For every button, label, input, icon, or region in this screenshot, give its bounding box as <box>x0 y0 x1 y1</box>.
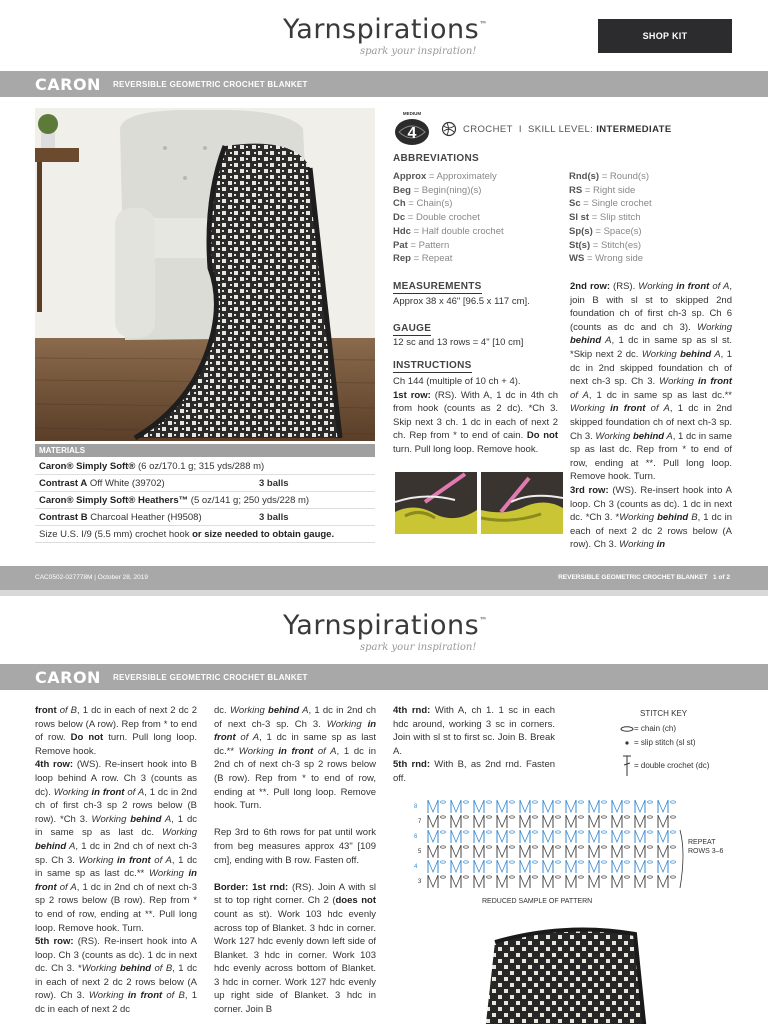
chart-stitch <box>451 830 469 843</box>
measurements-heading: MEASUREMENTS <box>393 281 482 292</box>
pattern-title: REVERSIBLE GEOMETRIC CROCHET BLANKET <box>112 79 308 89</box>
chart-stitch <box>658 815 676 828</box>
chart-stitch <box>612 815 630 828</box>
chart-stitch <box>635 830 653 843</box>
chart-row-number: 4 <box>414 864 418 870</box>
materials-heading: MATERIALS <box>35 444 375 457</box>
blanket-photo <box>35 108 375 441</box>
abbreviations-left: Approx = Approximately Beg = Begin(ning)(s) Ch = Chain(s) Dc = Double crochet Hdc = Half double crochet Pat = Pattern Rep = Repeat <box>393 171 504 265</box>
chart-stitch <box>566 800 584 813</box>
chart-stitch <box>474 860 492 873</box>
chart-stitch <box>451 845 469 858</box>
stitch-chart <box>410 794 690 894</box>
skill-level: CROCHET I SKILL LEVEL: INTERMEDIATE <box>463 124 672 135</box>
chart-stitch <box>428 860 446 873</box>
chart-stitch <box>543 830 561 843</box>
chain-symbol-icon <box>620 726 634 732</box>
chart-stitch <box>497 845 515 858</box>
chart-stitch <box>612 875 630 888</box>
chart-stitch <box>589 875 607 888</box>
pattern-title: REVERSIBLE GEOMETRIC CROCHET BLANKET <box>112 672 308 682</box>
chart-stitch <box>589 845 607 858</box>
chart-caption: REDUCED SAMPLE OF PATTERN <box>482 898 593 905</box>
chart-stitch <box>428 830 446 843</box>
chart-stitch <box>589 860 607 873</box>
instructions-row1: Ch 144 (multiple of 10 ch + 4). 1st row: (RS). With A, 1 dc in 4th ch from hook (counts as 2 dc). *Ch 3. Skip next 3 ch. 1 dc in each of next 2 ch. Rep from * to end of cain. Do not turn. Pull long loop. Remove hook. <box>393 376 558 455</box>
gauge-heading: GAUGE <box>393 323 432 334</box>
chart-stitch <box>635 815 653 828</box>
chart-stitch <box>543 815 561 828</box>
measurements-text: Approx 38 x 46" [96.5 x 117 cm]. <box>393 296 530 307</box>
chart-stitch <box>612 860 630 873</box>
chart-stitch <box>612 830 630 843</box>
chart-stitch <box>451 815 469 828</box>
yarn-ball-icon <box>441 121 457 137</box>
chart-stitch <box>589 800 607 813</box>
chart-stitch <box>520 800 538 813</box>
chart-stitch <box>658 875 676 888</box>
materials-row: Caron® Simply Soft® (6 oz/170.1 g; 315 yds/288 m) <box>35 458 375 475</box>
stitch-key: STITCH KEY = chain (ch) = slip stitch (sl st) = double crochet (dc) <box>620 709 709 777</box>
chart-stitch <box>543 845 561 858</box>
materials-row: Contrast A Off White (39702) 3 balls <box>35 475 375 492</box>
caron-logo: CARON <box>35 667 101 687</box>
chart-stitch <box>635 860 653 873</box>
chart-stitch <box>612 845 630 858</box>
chart-stitch <box>520 860 538 873</box>
chart-row-number: 8 <box>414 804 418 810</box>
chart-stitch <box>543 800 561 813</box>
gauge-text: 12 sc and 13 rows = 4" [10 cm] <box>393 337 524 348</box>
chart-stitch <box>520 875 538 888</box>
chart-stitch <box>658 830 676 843</box>
chart-stitch <box>474 845 492 858</box>
tutorial-photo-2 <box>481 472 563 534</box>
chart-stitch <box>497 815 515 828</box>
page-footer: CAC0502-027778M | October 28, 2019 REVERSIBLE GEOMETRIC CROCHET BLANKET 1 of 2 <box>0 566 768 590</box>
shop-kit-button[interactable]: SHOP KIT <box>598 19 732 53</box>
chart-stitch <box>428 845 446 858</box>
chart-stitch <box>451 875 469 888</box>
title-band <box>0 71 768 97</box>
page-two <box>0 596 768 1024</box>
tagline: spark your inspiration! <box>360 46 477 57</box>
chart-stitch <box>566 860 584 873</box>
chart-stitch <box>497 875 515 888</box>
tagline: spark your inspiration! <box>360 642 477 653</box>
chart-stitch <box>589 815 607 828</box>
chart-stitch <box>474 830 492 843</box>
tutorial-photo-1 <box>395 472 477 534</box>
chart-stitch <box>566 830 584 843</box>
chart-row-number: 6 <box>414 834 418 840</box>
chart-stitch <box>497 860 515 873</box>
chart-stitch <box>589 830 607 843</box>
yarn-weight-badge <box>393 110 431 148</box>
title-band <box>0 664 768 690</box>
instructions-col3: 4th rnd: With A, ch 1. 1 sc in each hdc around, working 3 sc in corners. Join with sl st to first sc. Join B. Break A. 5th rnd: With B, as 2nd rnd. Fasten off. <box>393 705 556 784</box>
badge-number: 4 <box>407 125 417 142</box>
chart-stitch <box>474 875 492 888</box>
chart-stitch <box>566 815 584 828</box>
chart-stitch <box>658 860 676 873</box>
abbreviations-heading: ABBREVIATIONS <box>393 153 479 164</box>
repeat-label: REPEAT ROWS 3–6 <box>688 839 724 855</box>
chart-stitch <box>497 830 515 843</box>
chart-row-number: 3 <box>418 879 422 885</box>
blanket-detail-photo <box>485 922 768 1024</box>
chart-stitch <box>635 875 653 888</box>
yarnspirations-logo[interactable]: Yarnspirations™ <box>283 14 488 45</box>
chart-stitch <box>658 845 676 858</box>
chart-row-number: 7 <box>418 819 422 825</box>
chart-stitch <box>635 845 653 858</box>
chart-row-number: 5 <box>418 849 422 855</box>
chart-stitch <box>520 830 538 843</box>
instructions-col2: dc. Working behind A, 1 dc in 2nd ch of next ch-3 sp. Ch 3. Working in front of A, 1 dc in same sp as last dc.** Working in front of A, 1 dc in 2nd ch of next ch-3 sp 2 rows below (B row). Rep from * to end of row, ending at **. Pull long loop. Remove hook. Turn. Rep 3rd to 6th rows for pat until work from beg measures approx 43" [109 cm], ending with B row. Fasten off. Border: 1st rnd: (RS). Join A with sl st to top right corner. Ch 2 (does not count as st). Work 103 hdc evenly across top of Blanket. 3 hdc in corner. Work 127 hdc evenly down left side of Blanket. 3 hdc in corner. Work 103 hdc evenly across bottom of Blanket. 3 hdc in corner. Work 127 hdc evenly up right side of Blanket. 3 hdc in corner. Join B <box>214 705 377 1016</box>
materials-row: Size U.S. I/9 (5.5 mm) crochet hook or size needed to obtain gauge. <box>35 526 375 543</box>
chart-stitch <box>566 845 584 858</box>
chart-stitch <box>658 800 676 813</box>
chart-stitch <box>474 800 492 813</box>
chart-stitch <box>543 875 561 888</box>
instructions-heading: INSTRUCTIONS <box>393 360 472 371</box>
materials-row: Caron® Simply Soft® Heathers™ (5 oz/141 g; 250 yds/228 m) <box>35 492 375 509</box>
badge-label: MEDIUM <box>402 111 422 116</box>
chart-stitch <box>474 815 492 828</box>
instructions-row2-3: 2nd row: (RS). Working in front of A, join B with sl st to skipped 2nd foundation ch of first ch-3 sp. Ch 6 (counts as dc and ch 3). Working behind A, 1 dc in same sp as sl st. *Skip next 2 dc. Working behind A, 1 dc in 2nd skipped foundation ch of next ch-3 sp. Ch 3. Working in front of A, 1 dc in same sp as last dc.** Working in front of A, 1 dc in 2nd skipped foundation ch of next ch-3 sp. Ch 3. Working behind A, 1 dc in same sp as last dc. Rep from * to end of row, ending at **. Pull long loop. Remove hook. Turn. 3rd row: (WS). Re-insert hook into A loop. Ch 3 (counts as dc). 1 dc in next dc. *Ch 3. *Working behind B, 1 dc in each of next 2 dc 2 rows below (A row). Ch 3. Working in <box>570 281 733 551</box>
chart-stitch <box>635 800 653 813</box>
chart-stitch <box>543 860 561 873</box>
chart-stitch <box>520 815 538 828</box>
chart-stitch <box>566 875 584 888</box>
abbreviations-right: Rnd(s) = Round(s) RS = Right side Sc = Single crochet Sl st = Slip stitch Sp(s) = Space(s) St(s) = Stitch(es) WS = Wrong side <box>569 171 652 265</box>
chart-stitch <box>428 800 446 813</box>
slip-stitch-symbol-icon <box>620 740 634 746</box>
chart-stitch <box>612 800 630 813</box>
chart-stitch <box>520 845 538 858</box>
yarnspirations-logo[interactable]: Yarnspirations™ <box>283 610 488 641</box>
chart-stitch <box>451 800 469 813</box>
chart-stitch <box>497 800 515 813</box>
instructions-col1: front of B, 1 dc in each of next 2 dc 2 rows below (A row). Rep from * to end of row. Do not turn. Pull long loop. Remove hook. 4th row: (WS). Re-insert hook into B loop behind A row. Ch 3 (counts as dc). Working in front of A, 1 dc in 2nd ch of first ch-3 sp 2 rows below (B row). *Ch 3. Working behind A, 1 dc in same sp as last dc. Working behind A, 1 dc in 2nd ch of next ch-3 sp. Ch 3. Working in front of A, 1 dc in same sp as last dc.** Working in front of A, 1 dc in 2nd ch of next ch-3 sp 2 rows below (B row). Rep from * to end of row, ending at **. Pull long loop. Remove hook. Turn. 5th row: (RS). Re-insert hook into A loop. Ch 3 (counts as dc). 1 dc in next dc. Ch 3. *Working behind of B, 1 dc in each of next 2 dc 2 rows below (A row). Ch 3. Working in front of B, 1 dc in each of next 2 dc <box>35 705 198 1016</box>
materials-row: Contrast B Charcoal Heather (H9508) 3 balls <box>35 509 375 526</box>
double-crochet-symbol-icon <box>620 755 634 777</box>
caron-logo: CARON <box>35 74 101 94</box>
repeat-bracket <box>680 830 683 888</box>
chart-stitch <box>428 875 446 888</box>
chart-stitch <box>428 815 446 828</box>
chart-stitch <box>451 860 469 873</box>
